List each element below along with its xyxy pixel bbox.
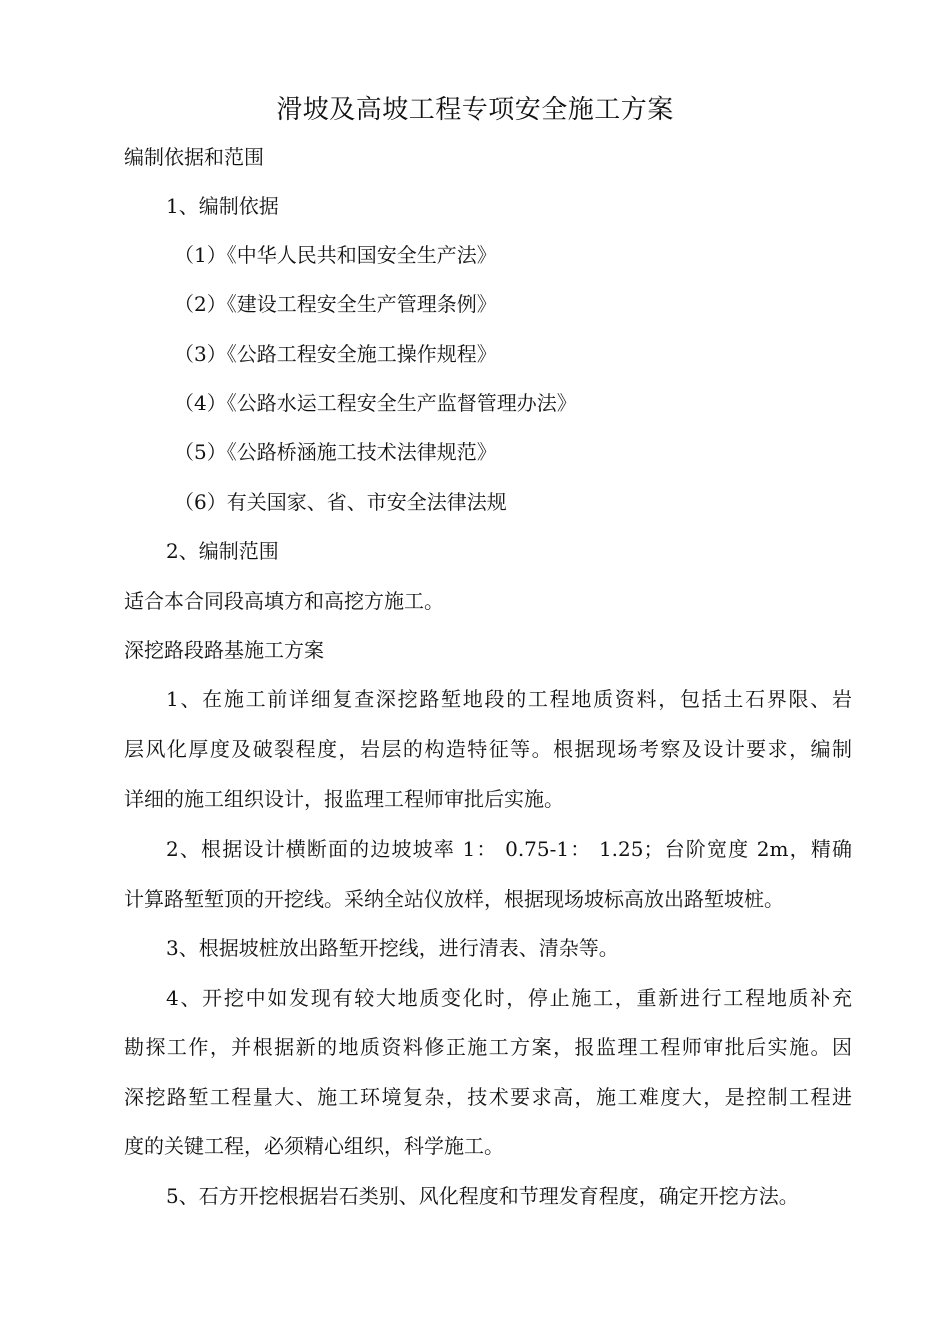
subheading-basis: 1、编制依据 [166,194,279,218]
paragraph-1-line: 1、在施工前详细复查深挖路堑地段的工程地质资料，包括土石界限、岩 [166,687,852,711]
document-title: 滑坡及高坡工程专项安全施工方案 [276,95,674,125]
paragraph-2-line: 计算路堑堑顶的开挖线。采纳全站仪放样，根据现场坡标高放出路堑坡桩。 [124,887,784,911]
paragraph-2-line: 2、根据设计横断面的边坡坡率 1： 0.75-1： 1.25；台阶宽度 2m，精确 [166,837,852,861]
paragraph-1-line: 层风化厚度及破裂程度，岩层的构造特征等。根据现场考察及设计要求，编制 [124,737,852,761]
scope-text: 适合本合同段高填方和高挖方施工。 [124,589,444,613]
section-heading-deep-cut: 深挖路段路基施工方案 [124,638,324,662]
paragraph-1-line: 详细的施工组织设计，报监理工程师审批后实施。 [124,787,564,811]
basis-list-item: （1）《中华人民共和国安全生产法》 [174,243,497,267]
paragraph-4-line: 勘探工作，并根据新的地质资料修正施工方案，报监理工程师审批后实施。因 [124,1035,852,1059]
paragraph-5-line: 5、石方开挖根据岩石类别、风化程度和节理发育程度，确定开挖方法。 [166,1184,799,1208]
paragraph-4-line: 深挖路堑工程量大、施工环境复杂，技术要求高，施工难度大，是控制工程进 [124,1085,852,1109]
basis-list-item: （3）《公路工程安全施工操作规程》 [174,342,497,366]
paragraph-4-line: 4、开挖中如发现有较大地质变化时，停止施工，重新进行工程地质补充 [166,986,852,1010]
subheading-scope: 2、编制范围 [166,539,279,563]
basis-list-item: （6）有关国家、省、市安全法律法规 [174,490,507,514]
paragraph-4-line: 度的关键工程，必须精心组织，科学施工。 [124,1134,504,1158]
basis-list-item: （5）《公路桥涵施工技术法律规范》 [174,440,497,464]
section-heading-basis-scope: 编制依据和范围 [124,145,264,169]
basis-list-item: （2）《建设工程安全生产管理条例》 [174,292,497,316]
basis-list-item: （4）《公路水运工程安全生产监督管理办法》 [174,391,577,415]
paragraph-3-line: 3、根据坡桩放出路堑开挖线，进行清表、清杂等。 [166,936,619,960]
